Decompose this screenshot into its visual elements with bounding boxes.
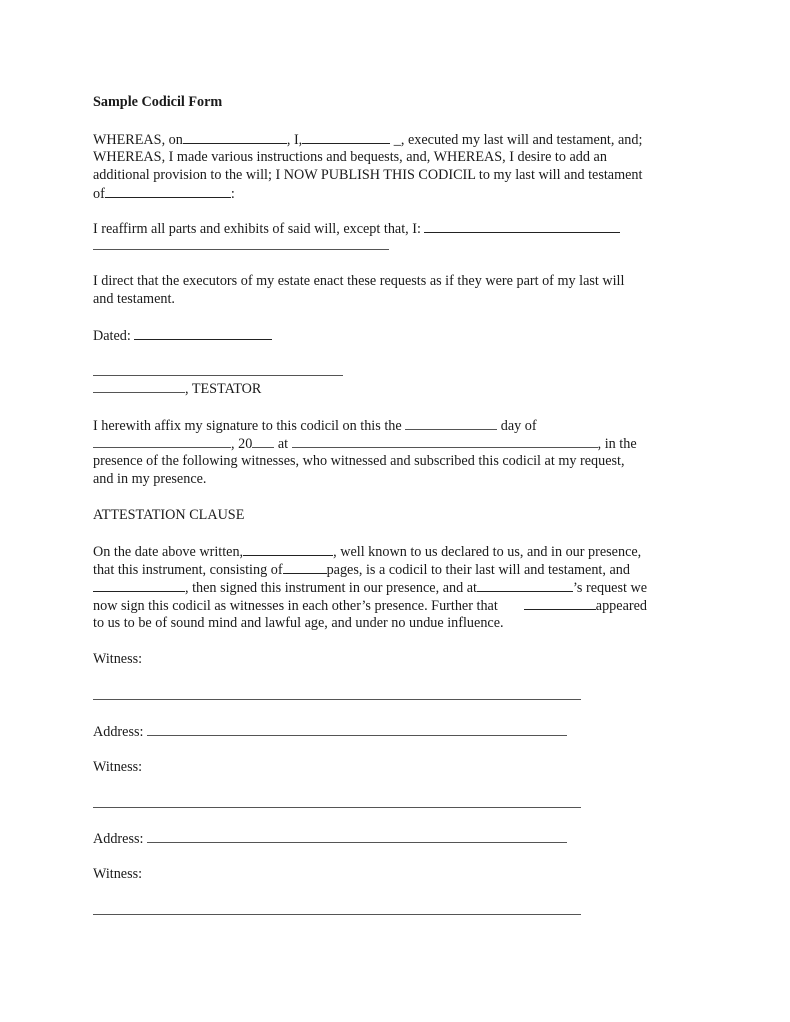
testator-line	[93, 379, 261, 398]
attestation-line-5: to us to be of sound mind and lawful age, and under no undue influence.	[93, 615, 504, 631]
address-label: Address:	[93, 831, 147, 847]
attestation-line-4	[93, 596, 647, 615]
text: ’s request we	[572, 580, 648, 596]
witness-label-3: Witness:	[93, 866, 143, 882]
text: , in the	[597, 436, 637, 452]
year-blank[interactable]	[252, 434, 274, 448]
text: day of	[497, 418, 537, 434]
whereas-line-1	[93, 130, 642, 149]
testator-name-blank[interactable]	[93, 379, 185, 393]
witness-signature-line-2[interactable]	[93, 807, 581, 808]
attestation-line-1	[93, 542, 641, 561]
text: now sign this codicil as witnesses in each other’s presence. Further that	[93, 598, 498, 614]
exception-blank-2[interactable]	[93, 249, 389, 250]
testator-blank[interactable]	[243, 542, 333, 556]
testator-name-blank[interactable]	[302, 130, 390, 144]
whereas-line-4	[93, 184, 235, 203]
attestation-line-3	[93, 578, 647, 597]
text: at	[274, 436, 292, 452]
text: :	[230, 186, 235, 202]
text: that this instrument, consisting of	[93, 562, 283, 578]
witness-signature-line-1[interactable]	[93, 699, 581, 700]
pages-blank[interactable]	[283, 560, 327, 574]
attestation-heading: ATTESTATION CLAUSE	[93, 507, 245, 523]
text: I reaffirm all parts and exhibits of said will, except that, I:	[93, 221, 425, 237]
reaffirm-line	[93, 219, 620, 238]
address-line-1	[93, 722, 567, 741]
text: , 20	[231, 436, 253, 452]
appeared-blank[interactable]	[524, 596, 596, 610]
signer-blank[interactable]	[93, 578, 185, 592]
location-blank[interactable]	[292, 434, 598, 448]
direct-line-1: I direct that the executors of my estate enact these requests as if they were part of my last will	[93, 273, 625, 289]
affix-line-4: and in my presence.	[93, 471, 207, 487]
text: , then signed this instrument in our presence, and at	[185, 580, 477, 596]
witness-label-2: Witness:	[93, 759, 143, 775]
whereas-line-3: additional provision to the will; I NOW PUBLISH THIS CODICIL to my last will and testament	[93, 167, 643, 183]
dated-line	[93, 326, 272, 345]
text: of	[93, 186, 105, 202]
direct-line-2: and testament.	[93, 291, 175, 307]
document-title: Sample Codicil Form	[93, 94, 223, 110]
text: , I,	[286, 132, 303, 148]
address-line-2	[93, 829, 567, 848]
month-blank[interactable]	[93, 434, 231, 448]
testator-signature-line[interactable]	[93, 375, 343, 376]
affix-line-3: presence of the following witnesses, who witnessed and subscribed this codicil at my request,	[93, 453, 625, 469]
witness-signature-line-3[interactable]	[93, 914, 581, 915]
attestation-line-2	[93, 560, 630, 579]
date-blank[interactable]	[183, 130, 287, 144]
address-blank-1[interactable]	[147, 722, 567, 736]
exception-blank-1[interactable]	[424, 219, 620, 233]
text: , well known to us declared to us, and in our presence,	[333, 544, 642, 560]
text: pages, is a codicil to their last will and testament, and	[326, 562, 630, 578]
dated-label: Dated:	[93, 328, 135, 344]
witness-label-1: Witness:	[93, 651, 143, 667]
address-label: Address:	[93, 724, 147, 740]
affix-line-1	[93, 416, 537, 435]
requester-blank[interactable]	[477, 578, 573, 592]
text: _, executed my last will and testament, and;	[390, 132, 643, 148]
text: appeared	[595, 598, 647, 614]
text: I herewith affix my signature to this codicil on this the	[93, 418, 406, 434]
affix-line-2	[93, 434, 637, 453]
whereas-line-2: WHEREAS, I made various instructions and bequests, and, WHEREAS, I desire to add an	[93, 149, 607, 165]
day-blank[interactable]	[405, 416, 497, 430]
text: On the date above written,	[93, 544, 244, 560]
text: WHEREAS, on	[93, 132, 183, 148]
address-blank-2[interactable]	[147, 829, 567, 843]
dated-blank[interactable]	[134, 326, 272, 340]
testator-label: , TESTATOR	[185, 381, 262, 397]
will-owner-blank[interactable]	[105, 184, 231, 198]
